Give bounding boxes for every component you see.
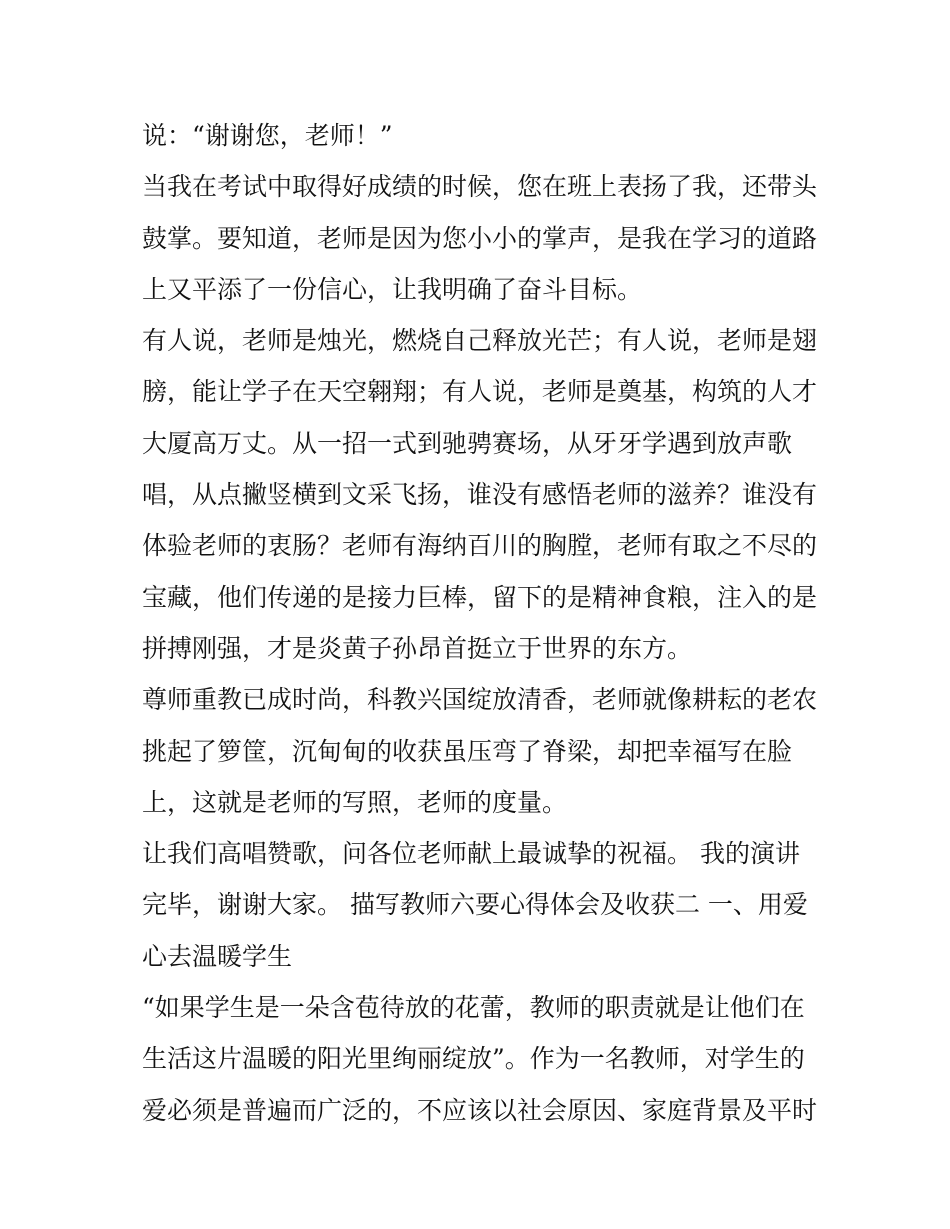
body-text: [142, 110, 822, 1136]
text-line: 大厦高万丈。从一招一式到驰骋赛场，从牙牙学遇到放声歌: [142, 428, 793, 458]
text-line: 有人说，老师是烛光，燃烧自己释放光芒；有人说，老师是翅: [142, 326, 818, 356]
text-line: 体验老师的衷肠？老师有海纳百川的胸膛，老师有取之不尽的: [142, 531, 818, 561]
text-line: 宝藏，他们传递的是接力巨棒，留下的是精神食粮，注入的是: [142, 582, 818, 612]
text-line: 完毕，谢谢大家。 描写教师六要心得体会及收获二 一、用爱: [142, 890, 808, 920]
text-line: 鼓掌。要知道，老师是因为您小小的掌声，是我在学习的道路: [142, 223, 818, 253]
text-line: 说：“谢谢您，老师！”: [142, 121, 393, 150]
text-line: 唱，从点撇竖横到文采飞扬，谁没有感悟老师的滋养？谁没有: [142, 480, 818, 510]
text-line: 心去温暖学生: [142, 941, 293, 971]
text-line: 上，这就是老师的写照，老师的度量。: [142, 787, 568, 817]
text-line: 膀，能让学子在天空翱翔；有人说，老师是奠基，构筑的人才: [142, 377, 818, 407]
text-line: 让我们高唱赞歌，问各位老师献上最诚挚的祝福。 我的演讲: [142, 839, 800, 869]
text-line: 当我在考试中取得好成绩的时候，您在班上表扬了我，还带头: [142, 172, 818, 202]
text-line: 尊师重教已成时尚，科教兴国绽放清香，老师就像耕耘的老农: [142, 685, 818, 715]
text-line: “如果学生是一朵含苞待放的花蕾，教师的职责就是让他们在: [142, 993, 805, 1023]
text-line: 挑起了箩筐，沉甸甸的收获虽压弯了脊梁，却把幸福写在脸: [142, 736, 793, 766]
text-line: 拼搏刚强，才是炎黄子孙昂首挺立于世界的东方。: [142, 633, 693, 663]
text-line: 生活这片温暖的阳光里绚丽绽放”。作为一名教师，对学生的: [142, 1044, 805, 1074]
text-line: 上又平添了一份信心，让我明确了奋斗目标。: [142, 274, 643, 304]
text-line: 爱必须是普遍而广泛的，不应该以社会原因、家庭背景及平时: [142, 1095, 818, 1125]
